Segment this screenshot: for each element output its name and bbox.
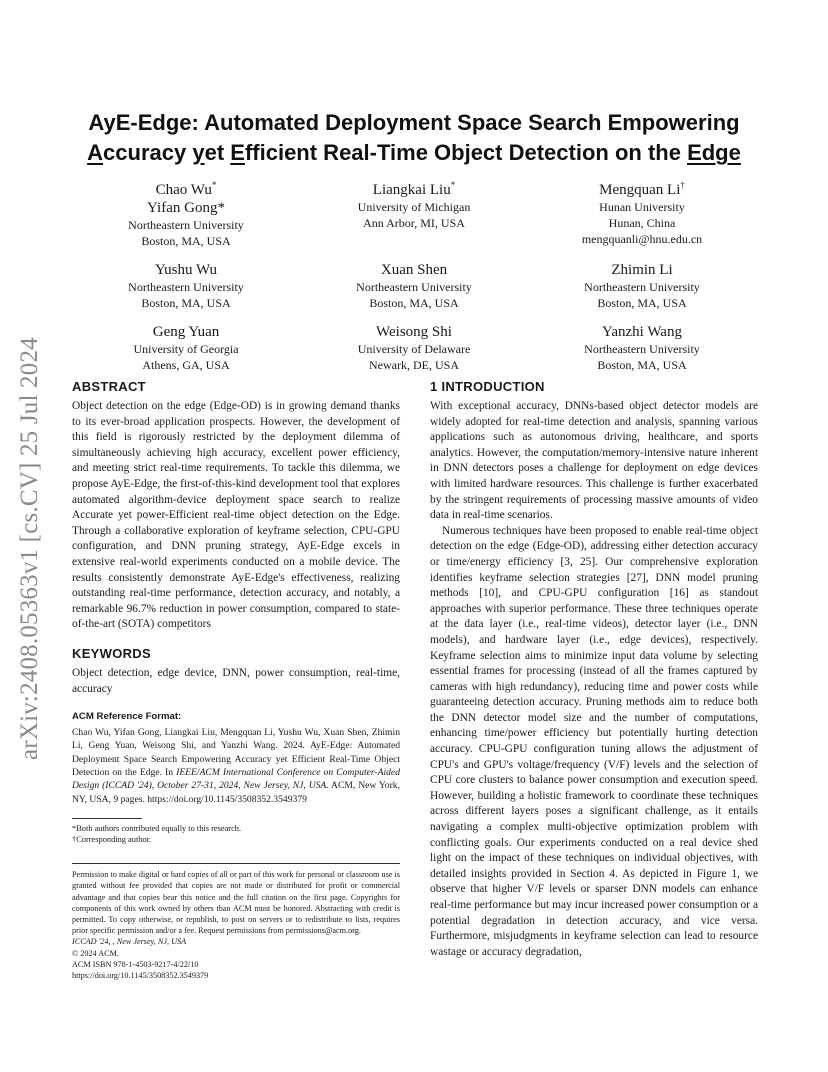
- author-entry: [300, 323, 528, 373]
- author-mark: *: [450, 180, 456, 190]
- doi-line: https://doi.org/10.1145/3508352.3549379: [72, 970, 209, 980]
- arxiv-identifier: arXiv:2408.05363v1 [cs.CV] 25 Jul 2024: [16, 337, 43, 760]
- author-name: Geng Yuan: [152, 324, 220, 340]
- author-entry: [528, 176, 756, 249]
- author-affiliation: Northeastern University: [128, 280, 244, 294]
- author-affiliation: University of Michigan: [357, 200, 471, 214]
- author-affiliation: Northeastern University: [128, 218, 244, 232]
- permission-notice: Permission to make digital or hard copies of all or part of this work for personal or classroom use is granted without fee provided that copies are not made or distributed for profit or commercial advantage and that copies bear this notice and the full citation on the first page. Copyrights for components of this work owned by others than ACM must be honored. Abstracting with credit is permitted. To copy otherwise, or republish, to post on servers or to redistribute to lists, requires prior specific permission and/or a fee. Request permissions from permissions@acm.org.: [72, 870, 400, 936]
- author-entry: [72, 323, 300, 373]
- author-name: Weisong Shi: [376, 324, 452, 340]
- author-name: Yushu Wu: [154, 262, 218, 278]
- author-location: Newark, DE, USA: [369, 358, 459, 372]
- author-entry: [72, 261, 300, 311]
- author-location: Athens, GA, USA: [142, 358, 230, 372]
- author-name: Zhimin Li: [611, 262, 673, 278]
- author-affiliation: Northeastern University: [584, 280, 700, 294]
- author-name: Liangkai Liu: [372, 182, 451, 198]
- introduction-paragraph-1: With exceptional accuracy, DNNs-based object detector models are widely adopted for real-time detection and analysis, spanning various applications such as autonomous driving, healthcare, and sports analytics. However, the computation/memory-intensive nature inherent in DNN detectors poses a challenge for deployment on edge devices with limited hardware resources. This challenge is further exacerbated by the stringent requirements of processing massive amounts of video data in real-time scenarios.: [430, 400, 758, 522]
- author-location: Boston, MA, USA: [369, 296, 459, 310]
- author-entry: [300, 261, 528, 311]
- paper-title: [72, 108, 756, 168]
- author-block: [72, 176, 756, 385]
- author-row: [72, 261, 756, 311]
- author-location: Boston, MA, USA: [597, 296, 687, 310]
- author-location: Boston, MA, USA: [597, 358, 687, 372]
- permission-divider: [72, 863, 400, 864]
- author-entry: [528, 261, 756, 311]
- author-name: Chao Wu: [155, 182, 212, 198]
- author-entry: [72, 176, 300, 249]
- footnote-equal-contribution: *Both authors contributed equally to this research.: [72, 824, 242, 834]
- author-name: Xuan Shen: [380, 262, 448, 278]
- author-affiliation: Northeastern University: [584, 342, 700, 356]
- author-location: Hunan, China: [608, 216, 676, 230]
- copyright-line: © 2024 ACM.: [72, 948, 119, 958]
- isbn-line: ACM ISBN 978-1-4503-9217-4/22/10: [72, 959, 199, 969]
- author-entry: [528, 323, 756, 373]
- author-name: Mengquan Li: [599, 182, 681, 198]
- footnote-corresponding-author: †Corresponding author.: [72, 835, 152, 845]
- author-name: Yifan Gong*: [147, 200, 225, 216]
- introduction-paragraph-2: Numerous techniques have been proposed to enable real-time object detection on the edge (Edge-OD), addressing either detection accuracy or time/energy efficiency [3, 25]. Our comprehensive exploration identifies keyframe selection strategies [27], DNN model pruning methods [10], and CPU-GPU configuration [16] as standout approaches with superior performance. These three techniques operate at the data layer (i.e., real-time videos), detector layer (i.e., DNN models), and hardware layer (i.e., edge devices), respectively. Keyframe selection aims to minimize input data volume by selecting essential frames for processing (instead of all the frames captured by cameras with high redundancy), reducing time and power costs while guaranteeing detection accuracy. Pruning methods aim to reduce both the DNN detector model size and the number of computations, enhancing time/power efficiency but potentially hurting detection accuracy. CPU-GPU configuration tuning allows the adjustment of CPU's and GPU's voltage/frequency (V/F) levels and the selection of CPU core clusters to balance power consumption and execution speed. However, building a holistic framework to coordinate these techniques across different layers poses a significant challenge, as it entails navigating a complex multi-objective optimization problem with conflicting goals. Our experiments conducted on a real device shed light on the impact of these techniques on individual objectives, with detailed insights provided in Section 4. As depicted in Figure 1, we observe that higher V/F levels or sparser DNN models can enhance real-time performance but may incur increased power consumption or a potential degradation in detection accuracy, and vice versa. Furthermore, misjudgments in keyframe selection can lead to resource wastage or accuracy degradation,: [430, 524, 758, 958]
- conference-venue: ICCAD '24, , New Jersey, NJ, USA: [72, 937, 187, 947]
- reference-format-text: Chao Wu, Yifan Gong, Liangkai Liu, Mengquan Li, Yushu Wu, Xuan Shen, Zhimin Li, Geng Yuan, Weisong Shi, and Yanzhi Wang. 2024. AyE-Edge: Automated Deployment Space Search Empowering Accuracy yet Efficient Real-Time Object Detection on the Edge. In IEEE/ACM International Conference on Computer-Aided Design (ICCAD '24), October 27-31, 2024, New Jersey, NJ, USA. ACM, New York, NY, USA, 9 pages. https://doi.org/10.1145/3508352.3549379: [72, 726, 400, 805]
- reference-format-heading: ACM Reference Format:: [72, 711, 182, 723]
- author-location: Boston, MA, USA: [141, 234, 231, 248]
- author-row: [72, 323, 756, 373]
- author-affiliation: University of Delaware: [357, 342, 471, 356]
- author-entry: [300, 176, 528, 249]
- abstract-text: Object detection on the edge (Edge-OD) is in growing demand thanks to its ever-broad application prospects. However, the development of this field is rigorously restricted by the deployment dilemma of simultaneously achieving high accuracy, excellent power efficiency, and meeting strict real-time requirements. To tackle this dilemma, we propose AyE-Edge, the first-of-this-kind development tool that explores automated algorithm-device deployment space search to realize Accurate yet power-Efficient real-time object detection on the Edge. Through a collaborative exploration of keyframe selection, CPU-GPU configuration, and DNN pruning strategy, AyE-Edge excels in extensive real-world experiments conducted on a mobile device. The results consistently demonstrate AyE-Edge's effectiveness, realizing outstanding real-time performance, detection accuracy, and notably, a remarkable 96.7% reduction in power consumption, compared to state-of-the-art (SOTA) competitors: [72, 400, 400, 631]
- author-mark: †: [680, 180, 685, 190]
- author-location: Ann Arbor, MI, USA: [363, 216, 465, 230]
- keywords-text: Object detection, edge device, DNN, power consumption, real-time, accuracy: [72, 666, 400, 695]
- author-affiliation: Northeastern University: [356, 280, 472, 294]
- right-column: [430, 378, 758, 960]
- footnote-divider: [72, 818, 142, 819]
- author-location: Boston, MA, USA: [141, 296, 231, 310]
- author-row: [72, 176, 756, 249]
- title-line-2: Accuracy yet Efficient Real-Time Object Detection on the Edge: [87, 140, 741, 165]
- title-line-1: AyE-Edge: Automated Deployment Space Search Empowering: [88, 110, 740, 135]
- introduction-heading: 1 INTRODUCTION: [430, 379, 545, 394]
- left-column: [72, 378, 400, 981]
- abstract-heading: ABSTRACT: [72, 379, 146, 394]
- author-email: mengquanli@hnu.edu.cn: [581, 232, 703, 246]
- keywords-heading: KEYWORDS: [72, 645, 151, 661]
- author-name: Yanzhi Wang: [602, 324, 682, 340]
- author-mark: *: [211, 180, 217, 190]
- author-affiliation: Hunan University: [599, 200, 685, 214]
- author-affiliation: University of Georgia: [133, 342, 239, 356]
